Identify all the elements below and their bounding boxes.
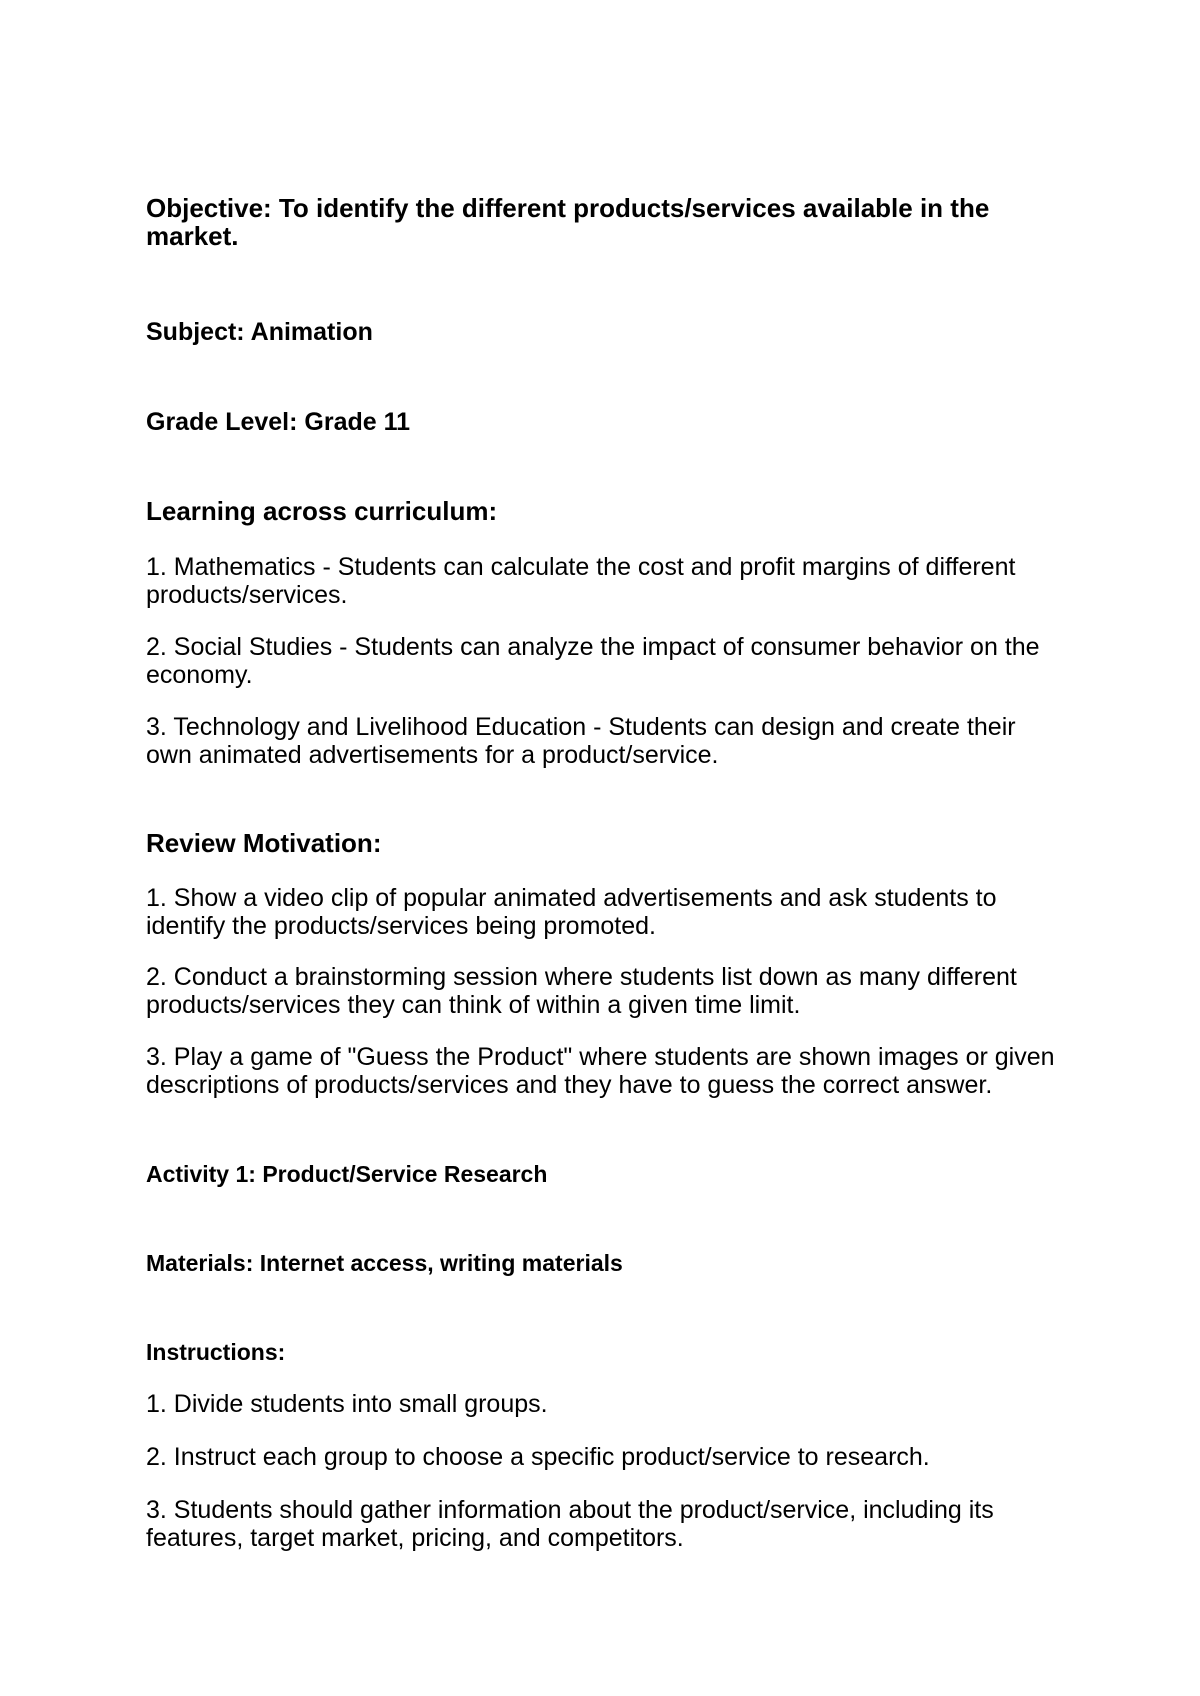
review-item: 2. Conduct a brainstorming session where students list down as many different products/services they can think of within a given time limit.	[146, 963, 1017, 1019]
learning-item: 3. Technology and Livelihood Education - Students can design and create their own animated advertisements for a product/service.	[146, 713, 1016, 769]
learning-item: 2. Social Studies - Students can analyze the impact of consumer behavior on the economy.	[146, 633, 1040, 689]
activity-heading: Activity 1: Product/Service Research	[146, 1161, 548, 1187]
subject-line: Subject: Animation	[146, 318, 373, 346]
review-motivation-heading: Review Motivation:	[146, 828, 382, 858]
instruction-item: 3. Students should gather information about the product/service, including its features, target market, pricing, and competitors.	[146, 1496, 994, 1552]
instructions-heading: Instructions:	[146, 1339, 286, 1365]
learning-across-curriculum-heading: Learning across curriculum:	[146, 496, 498, 526]
review-item: 3. Play a game of "Guess the Product" where students are shown images or given descriptions of products/services and they have to guess the correct answer.	[146, 1043, 1055, 1099]
objective-heading: Objective: To identify the different products/services available in the market.	[146, 193, 990, 251]
instruction-item: 1. Divide students into small groups.	[146, 1390, 548, 1418]
materials-line: Materials: Internet access, writing materials	[146, 1250, 623, 1276]
learning-item: 1. Mathematics - Students can calculate the cost and profit margins of different products/services.	[146, 553, 1016, 609]
instruction-item: 2. Instruct each group to choose a specific product/service to research.	[146, 1443, 930, 1471]
review-item: 1. Show a video clip of popular animated advertisements and ask students to identify the products/services being promoted.	[146, 884, 997, 940]
grade-level-line: Grade Level: Grade 11	[146, 408, 411, 436]
